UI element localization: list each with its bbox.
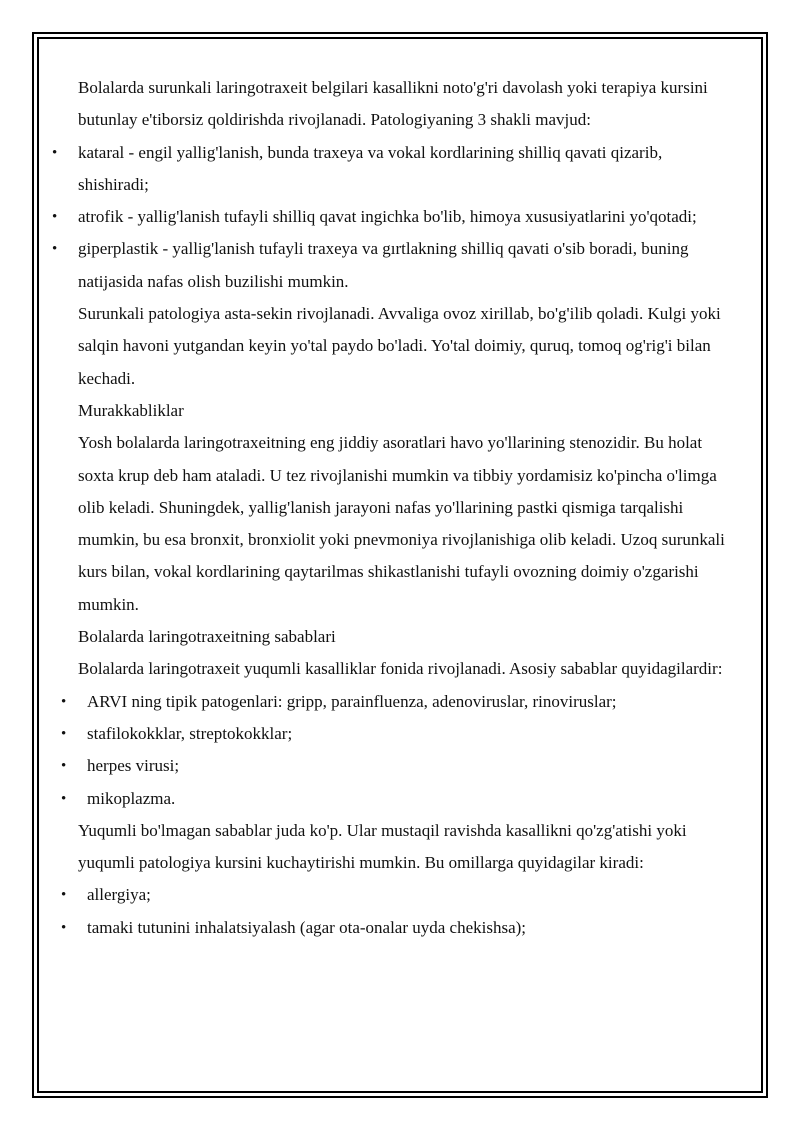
list-item: • allergiya; [0,879,727,911]
complications-paragraph: Yosh bolalarda laringotraxeitning eng jiddiy asoratlari havo yo'llarining stenozidir. Bu holat soxta krup deb ham ataladi. U tez rivojlanishi mumkin va tibbiy yordamisiz ko'pincha o'limga olib keladi. Shuningdek, yallig'lanish jarayoni nafas yo'llarining pastki qismiga tarqalishi mumkin, bu esa bronxit, bronxiolit yoki pnevmoniya rivojlanishiga olib keladi. Uzoq surunkali kurs bilan, vokal kordlarining qaytarilmas shikastlanishi tufayli ovozning doimiy o'zgarishi mumkin. [78,433,725,614]
factors-list [0,879,800,944]
causes-list [0,686,800,815]
section-heading-complications: Murakkabliklar [78,400,184,420]
document-body [0,72,800,944]
list-item: • atrofik - yallig'lanish tufayli shilliq qavat ingichka bo'lib, himoya xususiyatlarini yo'qotadi; [0,201,728,233]
list-item: • kataral - engil yallig'lanish, bunda traxeya va vokal kordlarining shilliq qavati qizarib, shishiradi; [0,137,728,202]
noninfectious-paragraph: Yuqumli bo'lmagan sabablar juda ko'p. Ular mustaqil ravishda kasallikni qo'zg'atishi yoki yuqumli patologiya kursini kuchaytirishi mumkin. Bu omillarga quyidagilar kiradi: [78,820,687,873]
chronic-paragraph: Surunkali patologiya asta-sekin rivojlanadi. Avvaliga ovoz xirillab, bo'g'ilib qoladi. Kulgi yoki salqin havoni yutgandan keyin yo'tal paydo bo'ladi. Yo'tal doimiy, quruq, tomoq og'rig'i bilan kechadi. [78,304,721,388]
bullet-icon: • [61,725,67,742]
bullet-icon: • [61,919,67,936]
bullet-icon: • [61,693,67,710]
list-item: • mikoplazma. [0,783,727,815]
section-heading-causes: Bolalarda laringotraxeitning sabablari [78,627,336,647]
forms-list [0,137,800,298]
list-item: • tamaki tutunini inhalatsiyalash (agar ota-onalar uyda chekishsa); [0,912,727,944]
bullet-icon: • [61,758,67,775]
bullet-icon: • [52,209,58,226]
list-item: • giperplastik - yallig'lanish tufayli traxeya va gırtlakning shilliq qavati o'sib boradi, buning natijasida nafas olish buzilishi mumkin. [0,233,728,298]
list-item: • herpes virusi; [0,750,727,782]
list-item: • ARVI ning tipik patogenlari: gripp, parainfluenza, adenoviruslar, rinoviruslar; [0,686,727,718]
causes-paragraph: Bolalarda laringotraxeit yuqumli kasalliklar fonida rivojlanadi. Asosiy sabablar quyidagilardir: [78,659,723,679]
bullet-icon: • [52,144,58,161]
bullet-icon: • [61,790,67,807]
intro-paragraph: Bolalarda surunkali laringotraxeit belgilari kasallikni noto'g'ri davolash yoki terapiya kursini butunlay e'tiborsiz qoldirishda rivojlanadi. Patologiyaning 3 shakli mavjud: [78,78,708,130]
bullet-icon: • [61,887,67,904]
list-item: • stafilokokklar, streptokokklar; [0,718,727,750]
bullet-icon: • [52,241,58,258]
